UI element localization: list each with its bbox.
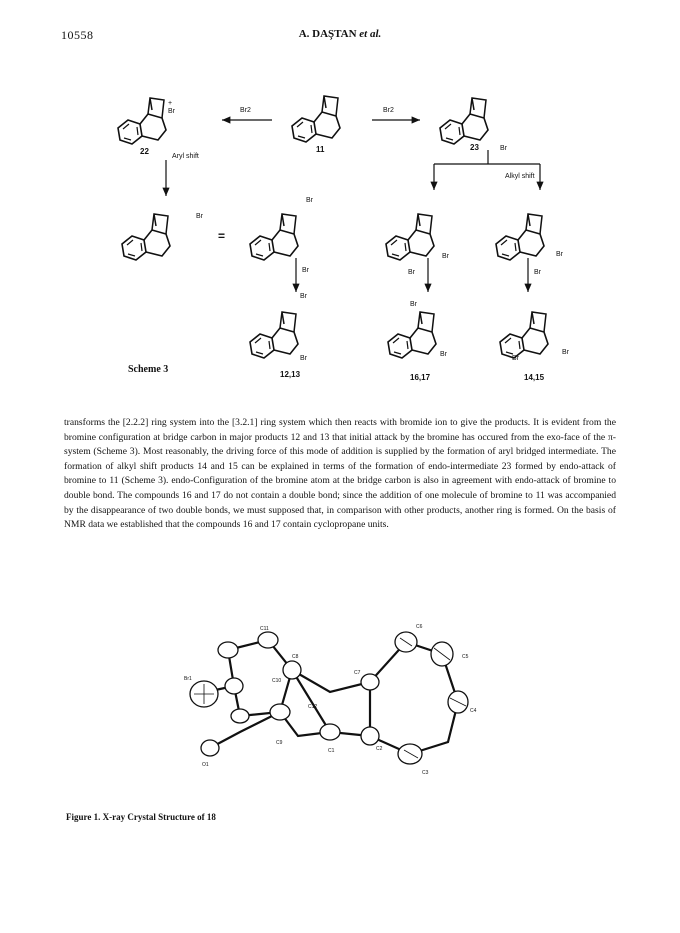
- scheme-caption: Scheme 3: [128, 364, 169, 375]
- molecule-12-13: [250, 312, 298, 358]
- atom-label-c7: C7: [354, 670, 361, 676]
- label-14-15: 14,15: [524, 373, 545, 382]
- label-22: 22: [140, 147, 149, 156]
- body-paragraph: [64, 416, 616, 533]
- plus-22: +: [168, 100, 173, 107]
- atom-label-c2: C2: [376, 746, 383, 752]
- br-bridged: Br: [196, 213, 203, 220]
- atom-label-br1: Br1: [184, 676, 192, 682]
- br-14-15-b: Br: [562, 349, 569, 356]
- molecule-cation-b: [386, 214, 434, 260]
- bromide-a: Br: [302, 267, 309, 274]
- br-12-13-top: Br: [300, 293, 307, 300]
- molecule-cation-c: [496, 214, 544, 260]
- label-16-17: 16,17: [410, 373, 431, 382]
- alkyl-shift-label: Alkyl shift: [505, 173, 535, 180]
- aryl-shift-label: Aryl shift: [172, 153, 199, 160]
- atom-label-c1: C1: [328, 748, 335, 754]
- molecule-22: [118, 98, 166, 144]
- br-12-13-bottom: Br: [300, 355, 307, 362]
- label-12-13: 12,13: [280, 370, 301, 379]
- figure-caption: Figure 1. X-ray Crystal Structure of 18: [66, 812, 216, 822]
- molecule-bridged-intermediate: [122, 214, 170, 260]
- author-name: A. DAŞTAN: [298, 28, 357, 40]
- atom-label-c3: C3: [422, 770, 429, 776]
- paragraph-text: transforms the [2.2.2] ring system into the [3.2.1] ring system which then reacts with bromide ion to give the products. It is evident from the bromine configuration at bridge carbon in major products 12 and 13 that initial attack by the bromine has occured from the exo-face of the π-system (Scheme 3). Most reasonably, the driving force of this mode of addition is supplied by the formation of aryl bridged intermediate. The formation of alkyl shift products 14 and 15 can be explained in terms of the formation of endo-intermediate 23 formed by endo-attack of bromine to 11 (Scheme 3). endo-Configuration of the bromine atom at the bridge carbon is also in agreement with endo-attack of bromine to double bond. The compounds 16 and 17 do not contain a double bond; since the addition of one molecule of bromine to 11 was accompanied by the disappearance of two double bonds, we must supposed that, in comparison with other products, another ring is formed. On the basis of NMR data we established that the compounds 16 and 17 contain cyclopropane units.: [64, 417, 616, 531]
- br-23: Br: [500, 145, 507, 152]
- atom-label-c11: C11: [260, 626, 269, 632]
- br-cation-b: Br: [442, 253, 449, 260]
- atom-label-c12: C12: [308, 704, 318, 710]
- author-suffix: et al.: [356, 28, 382, 40]
- br-22: Br: [168, 108, 175, 115]
- crystal-structure-figure: [180, 612, 510, 792]
- atom-label-c4: C4: [470, 708, 477, 714]
- label-23: 23: [470, 143, 479, 152]
- atom-label-c10: C10: [272, 678, 282, 684]
- label-11: 11: [316, 145, 325, 154]
- br-cation-c: Br: [556, 251, 563, 258]
- reagent-left: Br2: [240, 107, 251, 114]
- molecule-cation-a: [250, 214, 298, 260]
- atom-label-c8: C8: [292, 654, 299, 660]
- bromide-c: Br: [534, 269, 541, 276]
- br-16-17-bottom: Br: [440, 351, 447, 358]
- br-cation-a: Br: [306, 197, 313, 204]
- reaction-scheme: [0, 0, 680, 400]
- atom-label-o1: O1: [202, 762, 209, 768]
- reagent-right: Br2: [383, 107, 394, 114]
- bromide-b: Br: [408, 269, 415, 276]
- molecule-11: [292, 96, 340, 142]
- molecule-23: [440, 98, 488, 144]
- molecule-16-17: [388, 312, 436, 358]
- molecule-14-15: [500, 312, 548, 358]
- atom-label-c9: C9: [276, 740, 283, 746]
- br-16-17-top: Br: [410, 301, 417, 308]
- atom-label-c6: C6: [416, 624, 423, 630]
- page-number: 10558: [61, 28, 94, 42]
- equals-sign: =: [218, 229, 226, 243]
- br-14-15-a: Br: [512, 355, 519, 362]
- atom-label-c5: C5: [462, 654, 469, 660]
